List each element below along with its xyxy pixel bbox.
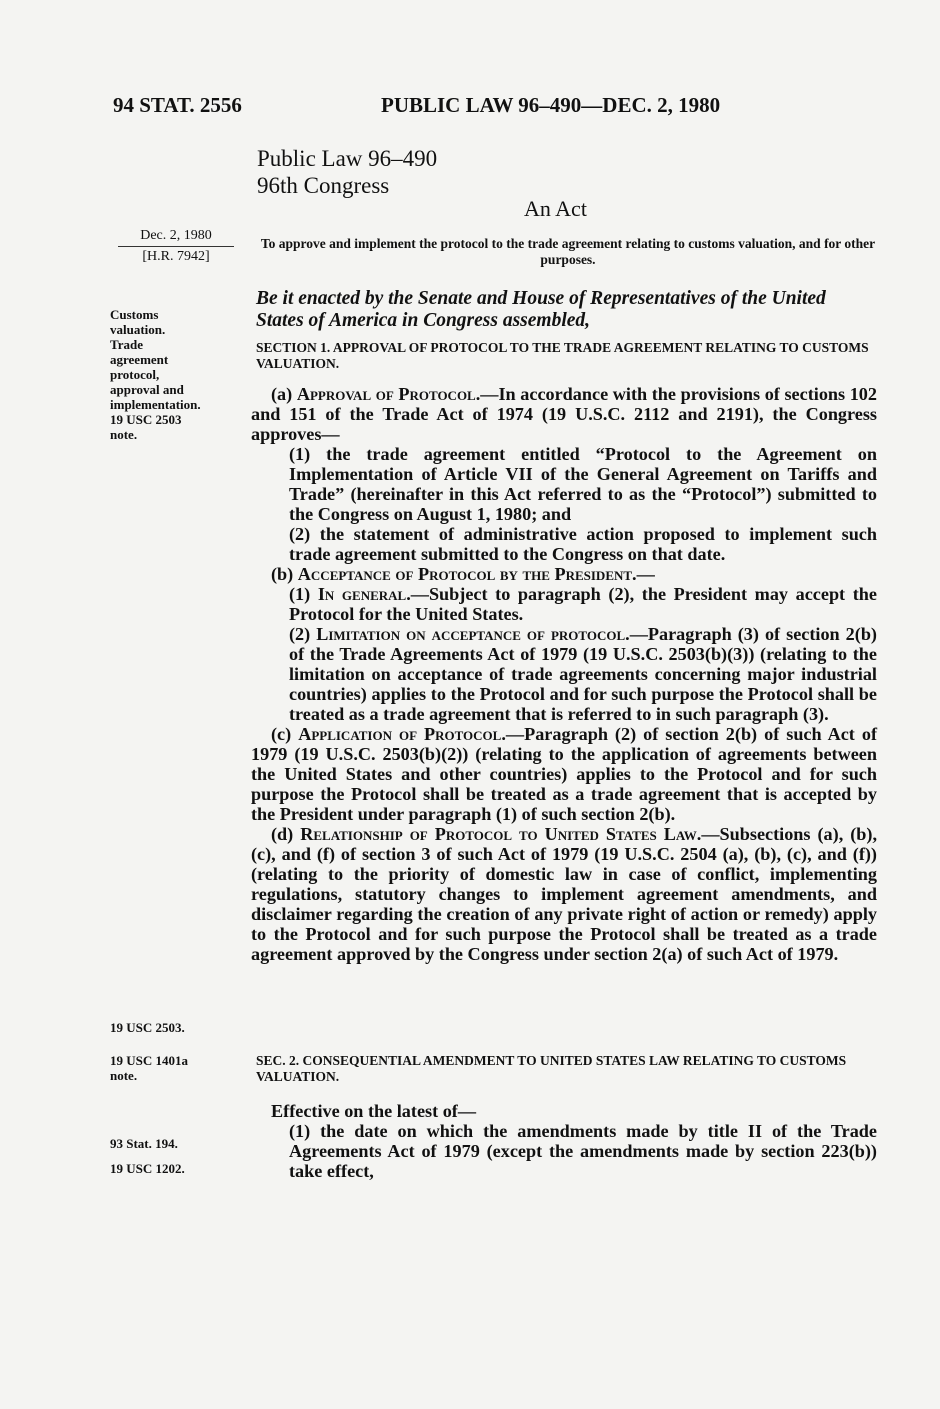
- section-2-paragraph-1: (1) the date on which the amendments made by title II of the Trade Agreements Act of 1979 (except the amendments made by section 223(b)) take effect,: [289, 1121, 877, 1181]
- section-1-heading: SECTION 1. APPROVAL OF PROTOCOL TO THE TRADE AGREEMENT RELATING TO CUSTOMS VALUATION.: [256, 340, 869, 371]
- running-law-title: PUBLIC LAW 96–490—DEC. 2, 1980: [381, 93, 721, 117]
- enactment-date: Dec. 2, 1980: [140, 228, 212, 243]
- purpose-statement: To approve and implement the protocol to the trade agreement relating to customs valuation, and for other purposes.: [260, 236, 876, 267]
- margin-note-1401a: 19 USC 1401a note.: [110, 1053, 189, 1083]
- subsection-b: (b) Acceptance of Protocol by the President.—: [271, 564, 655, 584]
- subsection-c: (c) Application of Protocol.—Paragraph (2) of section 2(b) of such Act of 1979 (19 U.S.C. 2503(b)(2)) (relating to the application of agreements between the United States and other countries) applies to the Protocol and for such purpose the Protocol shall be treated as a trade agreement that is accepted by the President under paragraph (1) of such section 2(b).: [251, 724, 878, 824]
- stat-page-number: 94 STAT. 2556: [113, 93, 242, 117]
- enacting-clause: Be it enacted by the Senate and House of Representatives of the United States of America in Congress assembled,: [256, 288, 826, 331]
- subsection-a: (a) Approval of Protocol.—In accordance with the provisions of sections 102 and 151 of the Trade Act of 1974 (19 U.S.C. 2112 and 2191), the Congress approves—: [251, 384, 877, 444]
- paragraph-b1: (1) In general.—Subject to paragraph (2), the President may accept the Protocol for the United States.: [289, 584, 877, 624]
- paragraph-a1: (1) the trade agreement entitled “Protocol to the Agreement on Implementation of Article VII of the General Agreement on Tariffs and Trade” (hereinafter in this Act referred to as the “Protocol”) submitted to the Congress on August 1, 1980; and: [289, 444, 877, 524]
- margin-note-customs: Customs valuation. Trade agreement protocol, approval and implementation. 19 USC 2503 note.: [110, 307, 201, 442]
- section-2-body: [251, 1101, 877, 1181]
- section-2-intro: Effective on the latest of—: [271, 1101, 477, 1121]
- paragraph-a2: (2) the statement of administrative action proposed to implement such trade agreement submitted to the Congress on that date.: [289, 524, 877, 564]
- margin-rule: [118, 246, 234, 247]
- an-act-heading: An Act: [524, 196, 587, 221]
- subsection-d: (d) Relationship of Protocol to United States Law.—Subsections (a), (b), (c), and (f) of section 3 of such Act of 1979 (19 U.S.C. 2504 (a), (b), (c), and (f)) (relating to the priority of domestic law in case of conflict, implementing regulations, statutory changes to implement agreement amendments, and disclaimer regarding the creation of any private right of action or remedy) apply to the Protocol and for such purpose the Protocol shall be treated as a trade agreement approved by the Congress under section 2(a) of such Act of 1979.: [251, 824, 878, 964]
- margin-note-1202: 19 USC 1202.: [110, 1161, 185, 1176]
- bill-number: [H.R. 7942]: [142, 249, 210, 264]
- congress-number: 96th Congress: [257, 173, 390, 198]
- margin-note-93-stat: 93 Stat. 194.: [110, 1136, 178, 1151]
- paragraph-b2: (2) Limitation on acceptance of protocol.—Paragraph (3) of section 2(b) of the Trade Agreements Act of 1979 (19 U.S.C. 2503(b)(3)) (relating to the limitation on acceptance of trade agreements concerning major industrial countries) applies to the Protocol and for such purpose the Protocol shall be treated as a trade agreement that is referred to in such paragraph (3).: [289, 624, 877, 724]
- margin-date-block: [118, 228, 238, 265]
- law-title-block: [257, 145, 437, 199]
- section-1-body: [251, 384, 877, 964]
- public-law-number: Public Law 96–490: [257, 146, 438, 171]
- margin-note-2503: 19 USC 2503.: [110, 1020, 185, 1035]
- section-2-heading: SEC. 2. CONSEQUENTIAL AMENDMENT TO UNITED STATES LAW RELATING TO CUSTOMS VALUATION.: [256, 1053, 847, 1084]
